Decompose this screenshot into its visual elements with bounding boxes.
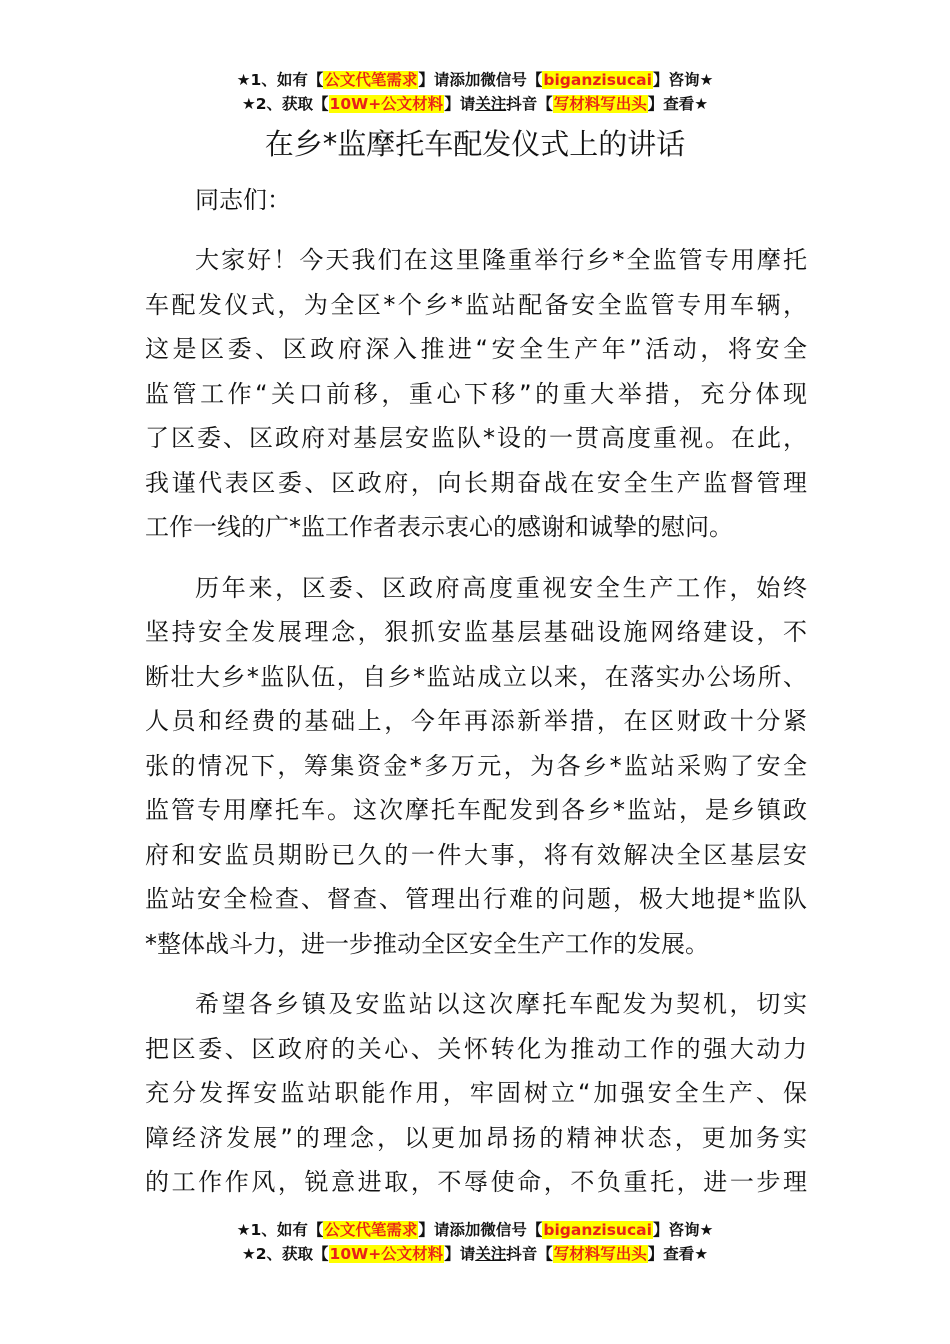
text-line: 充分发挥安监站职能作用，牢固树立“加强安全生产、保 <box>145 1079 807 1107</box>
text-line: 障经济发展”的理念，以更加昂扬的精神状态，更加务实 <box>145 1123 807 1152</box>
text-line: 历年来，区委、区政府高度重视安全生产工作，始终 <box>195 573 807 602</box>
document-body <box>145 178 807 1205</box>
text-line: 了区委、区政府对基层安监队*设的一贯高度重视。在此， <box>145 424 807 452</box>
salutation: 同志们： <box>195 186 291 214</box>
text-line: 大家好！今天我们在这里隆重举行乡*全监管专用摩托 <box>195 246 807 274</box>
banner-line-1: ★1、如有【公文代笔需求】请添加微信号【biganzisucai】咨询★ <box>236 1221 714 1239</box>
text-line: *整体战斗力，进一步推动全区安全生产工作的发展。 <box>145 929 709 958</box>
highlight-materials: 10W+公文材料 <box>329 1245 444 1263</box>
highlight-materials: 10W+公文材料 <box>329 95 444 113</box>
highlight-service: 公文代笔需求 <box>324 71 418 89</box>
banner-line-1: ★1、如有【公文代笔需求】请添加微信号【biganzisucai】咨询★ <box>236 71 714 89</box>
text-line: 把区委、区政府的关心、关怀转化为推动工作的强大动力 <box>145 1034 807 1063</box>
highlight-account: 写材料写出头 <box>553 95 647 113</box>
text-line: 的工作作风，锐意进取，不辱使命，不负重托，进一步理 <box>145 1168 807 1196</box>
paragraph-2 <box>145 550 807 967</box>
paragraph-3 <box>145 966 807 1205</box>
text-line: 这是区委、区政府深入推进“安全生产年”活动，将安全 <box>145 335 807 363</box>
underline-follow: 关注 <box>475 1245 507 1263</box>
document-title: 在乡*监摩托车配发仪式上的讲话 <box>264 127 686 161</box>
text-line: 府和安监员期盼已久的一件大事，将有效解决全区基层安 <box>145 840 807 869</box>
text-line: 张的情况下，筹集资金*多万元，为各乡*监站采购了安全 <box>145 751 807 780</box>
text-line: 监管工作“关口前移，重心下移”的重大举措，充分体现 <box>145 379 807 408</box>
banner-line-2: ★2、获取【10W+公文材料】请关注抖音【写材料写出头】查看★ <box>241 95 709 113</box>
text-line: 监管专用摩托车。这次摩托车配发到各乡*监站，是乡镇政 <box>145 796 807 824</box>
text-line: 工作一线的广*监工作者表示衷心的感谢和诚挚的慰问。 <box>145 513 733 541</box>
footer-banner <box>0 1218 950 1266</box>
text-line: 监站安全检查、督查、管理出行难的问题，极大地提*监队 <box>145 885 807 913</box>
highlight-service: 公文代笔需求 <box>324 1221 418 1239</box>
text-line: 我谨代表区委、区政府，向长期奋战在安全生产监督管理 <box>145 468 807 497</box>
text-line: 断壮大乡*监队伍，自乡*监站成立以来，在落实办公场所、 <box>145 662 807 691</box>
text-line: 人员和经费的基础上，今年再添新举措，在区财政十分紧 <box>145 707 807 735</box>
paragraph-1 <box>145 222 807 550</box>
text-line: 坚持安全发展理念，狠抓安监基层基础设施网络建设，不 <box>145 618 807 646</box>
highlight-account: 写材料写出头 <box>553 1245 647 1263</box>
highlight-wechat-id: biganzisucai <box>543 1221 652 1239</box>
banner-line-2: ★2、获取【10W+公文材料】请关注抖音【写材料写出头】查看★ <box>241 1245 709 1263</box>
underline-follow: 关注 <box>475 95 507 113</box>
header-banner <box>0 68 950 116</box>
text-line: 希望各乡镇及安监站以这次摩托车配发为契机，切实 <box>195 990 807 1018</box>
highlight-wechat-id: biganzisucai <box>543 71 652 89</box>
text-line: 车配发仪式，为全区*个乡*监站配备安全监管专用车辆， <box>145 290 807 319</box>
